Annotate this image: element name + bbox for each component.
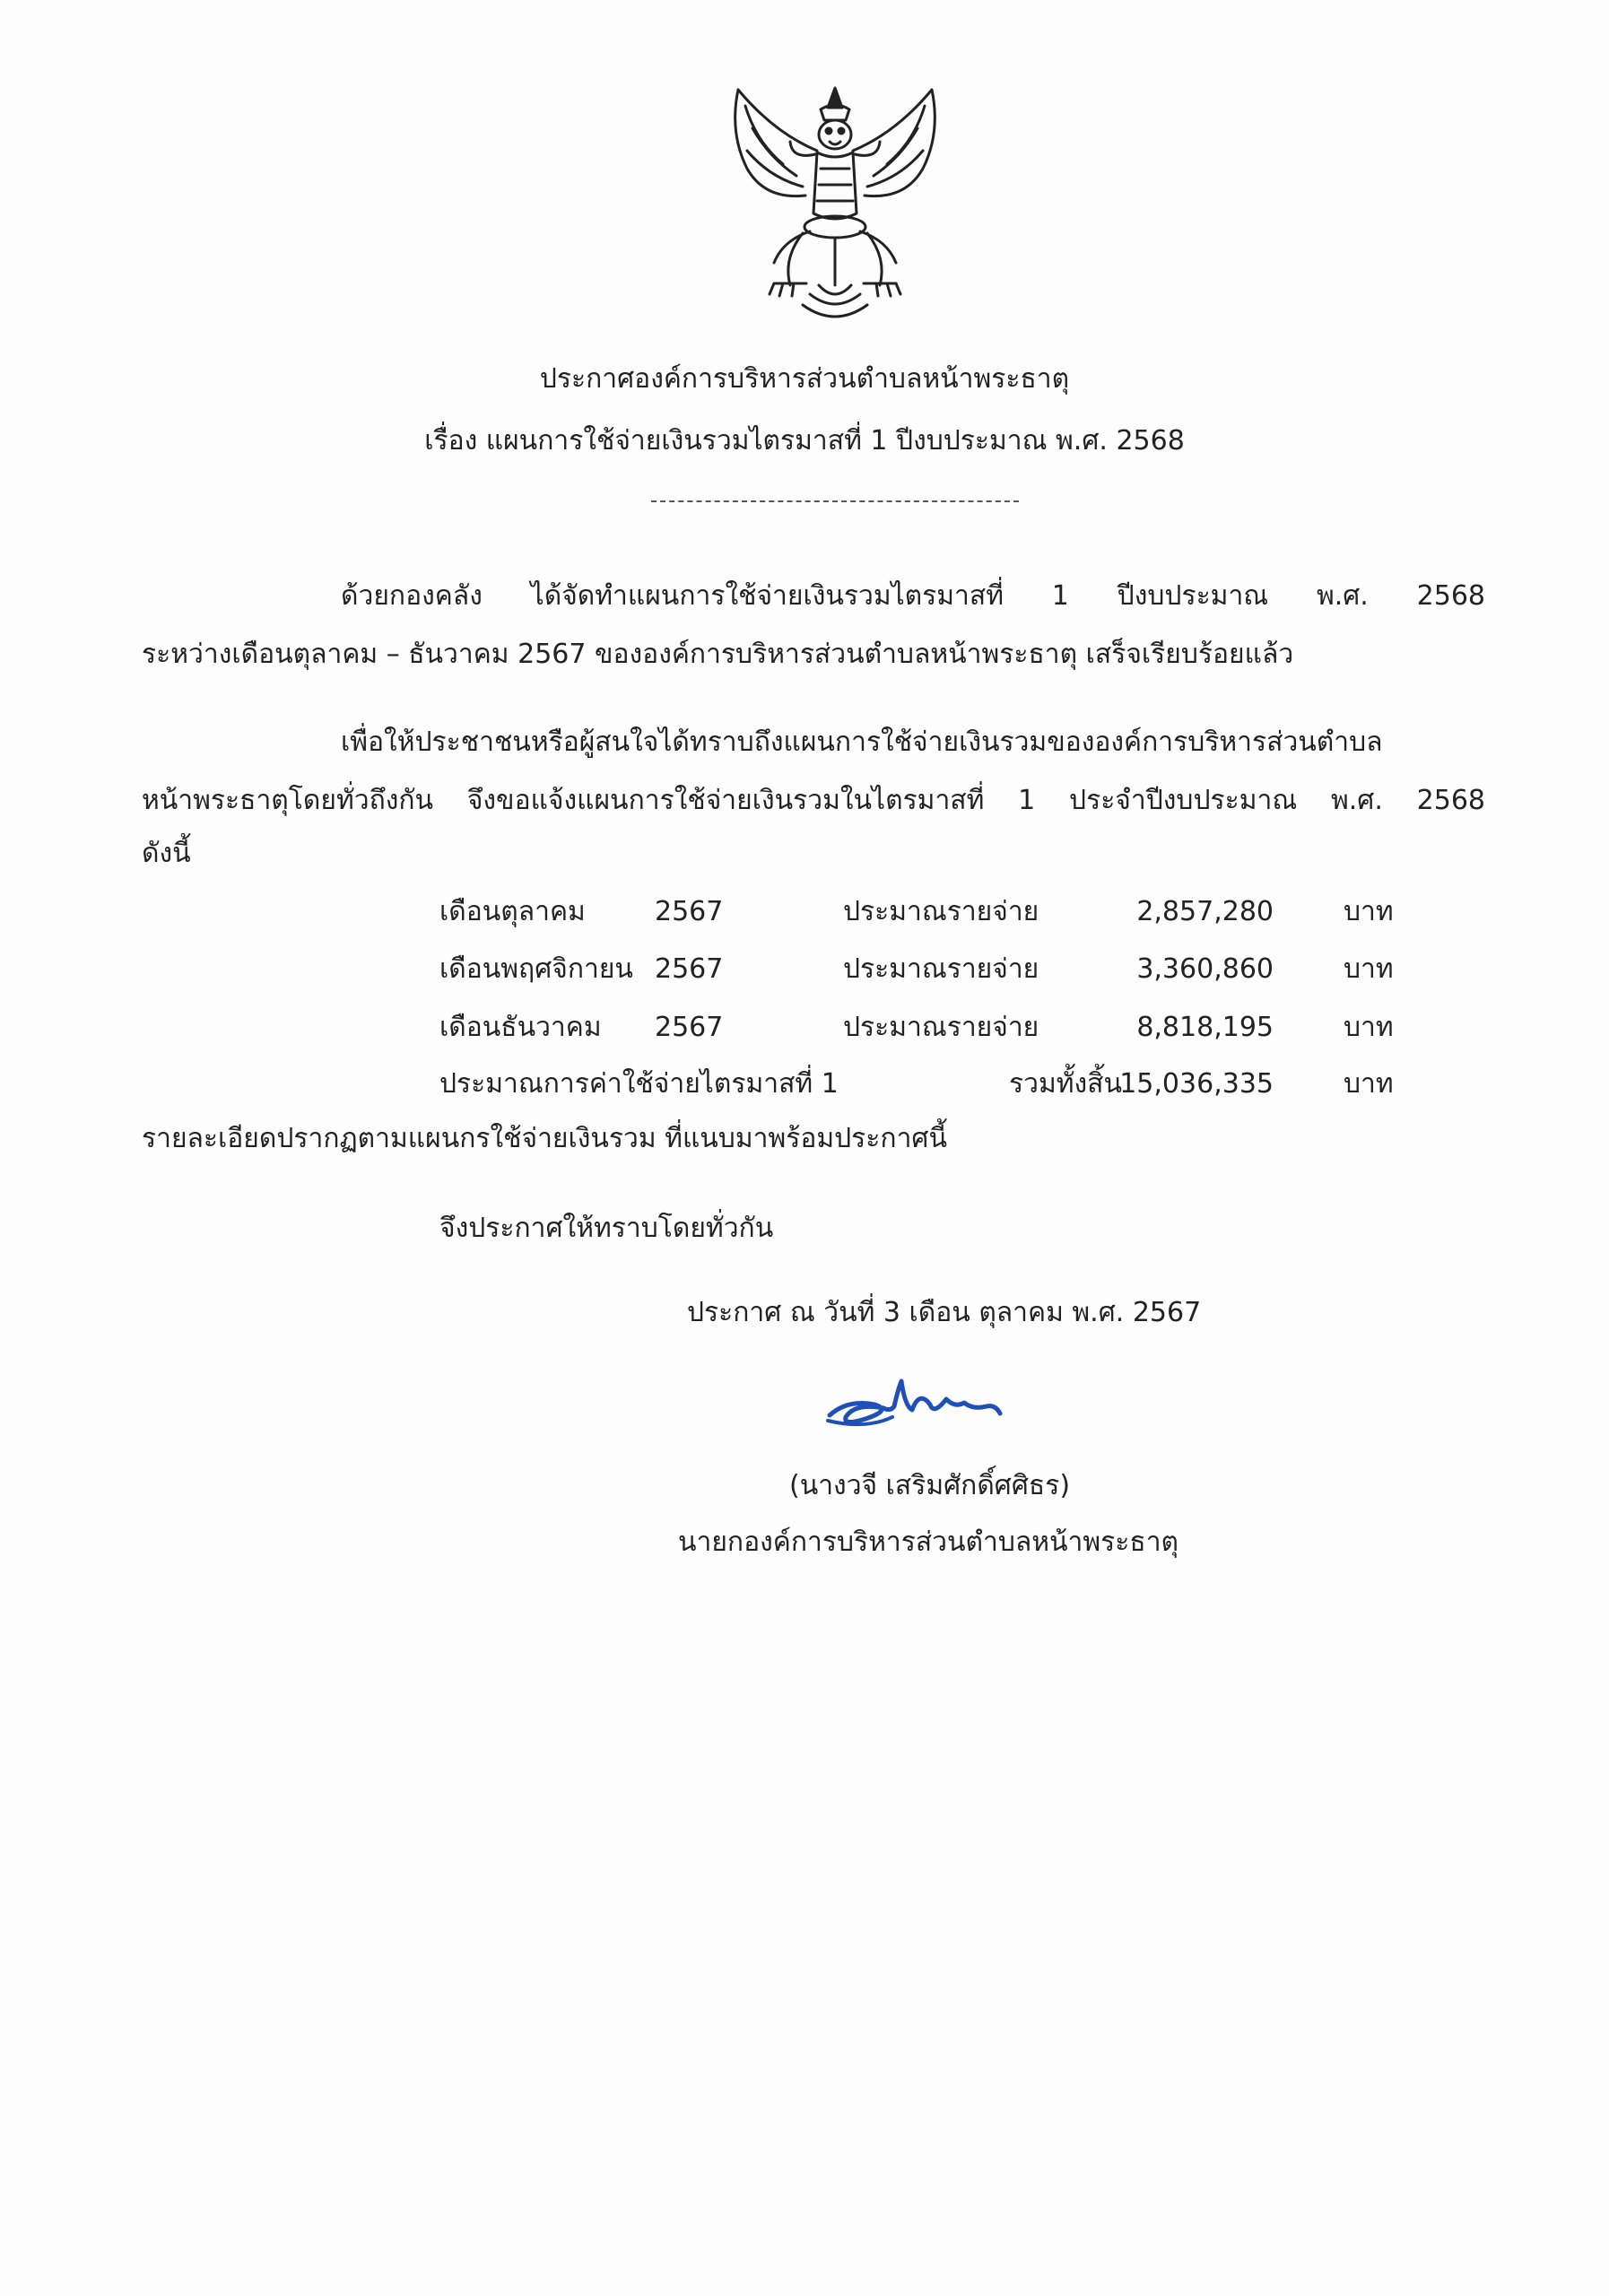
budget-total-amount: 15,036,335 — [1119, 1068, 1274, 1100]
announcement-title: ประกาศองค์การบริหารส่วนตำบลหน้าพระธาตุ — [539, 363, 1070, 395]
budget-total-label: รวมทั้งสิ้น — [1009, 1068, 1122, 1100]
budget-row — [0, 952, 1609, 987]
signer-name: (นางวจี เสริมศักดิ์ศศิธร) — [789, 1470, 1071, 1501]
budget-total-unit: บาท — [1344, 1068, 1394, 1100]
budget-month: เดือนพฤศจิกายน — [439, 953, 633, 985]
budget-amount: 2,857,280 — [1136, 896, 1274, 927]
closing-line: จึงประกาศให้ทราบโดยทั่วกัน — [439, 1213, 774, 1244]
budget-summary-row — [0, 1066, 1609, 1102]
signer-position: นายกองค์การบริหารส่วนตำบลหน้าพระธาตุ — [678, 1526, 1179, 1558]
budget-year: 2567 — [655, 953, 724, 985]
budget-year: 2567 — [655, 1012, 724, 1043]
paragraph-2-line-2: หน้าพระธาตุโดยทั่วถึงกัน จึงขอแจ้งแผนการใช้จ่ายเงินรวมในไตรมาสที่ 1 ประจำปีงบประมาณ พ.ศ. 2568 — [142, 785, 1485, 816]
budget-month: เดือนตุลาคม — [439, 896, 586, 927]
budget-row — [0, 1010, 1609, 1046]
paragraph-2-line-1: เพื่อให้ประชาชนหรือผู้สนใจได้ทราบถึงแผนการใช้จ่ายเงินรวมขององค์การบริหารส่วนตำบล — [341, 726, 1383, 758]
budget-month: เดือนธันวาคม — [439, 1012, 602, 1043]
budget-unit: บาท — [1344, 896, 1394, 927]
budget-year: 2567 — [655, 896, 724, 927]
garuda-emblem-icon — [720, 79, 950, 326]
announcement-date: ประกาศ ณ วันที่ 3 เดือน ตุลาคม พ.ศ. 2567 — [687, 1297, 1202, 1328]
budget-label: ประมาณรายจ่าย — [843, 953, 1039, 985]
budget-unit: บาท — [1344, 1012, 1394, 1043]
budget-amount: 3,360,860 — [1136, 953, 1274, 985]
budget-label: ประมาณรายจ่าย — [843, 896, 1039, 927]
title-divider — [651, 500, 1019, 502]
announcement-subject: เรื่อง แผนการใช้จ่ายเงินรวมไตรมาสที่ 1 ปีงบประมาณ พ.ศ. 2568 — [424, 425, 1185, 457]
budget-unit: บาท — [1344, 953, 1394, 985]
signature-icon — [812, 1363, 1018, 1435]
paragraph-1-line-2: ระหว่างเดือนตุลาคม – ธันวาคม 2567 ขององค์การบริหารส่วนตำบลหน้าพระธาตุ เสร็จเรียบร้อยแล้ว — [142, 639, 1294, 670]
budget-row — [0, 894, 1609, 930]
paragraph-2-line-3: ดังนี้ — [142, 838, 191, 869]
budget-summary-label: ประมาณการค่าใช้จ่ายไตรมาสที่ 1 — [439, 1068, 839, 1100]
budget-label: ประมาณรายจ่าย — [843, 1012, 1039, 1043]
budget-amount: 8,818,195 — [1136, 1012, 1274, 1043]
details-line: รายละเอียดปรากฏตามแผนกรใช้จ่ายเงินรวม ที่แนบมาพร้อมประกาศนี้ — [142, 1123, 947, 1154]
paragraph-1-line-1: ด้วยกองคลัง ได้จัดทำแผนการใช้จ่ายเงินรวมไตรมาสที่ 1 ปีงบประมาณ พ.ศ. 2568 — [341, 580, 1485, 612]
